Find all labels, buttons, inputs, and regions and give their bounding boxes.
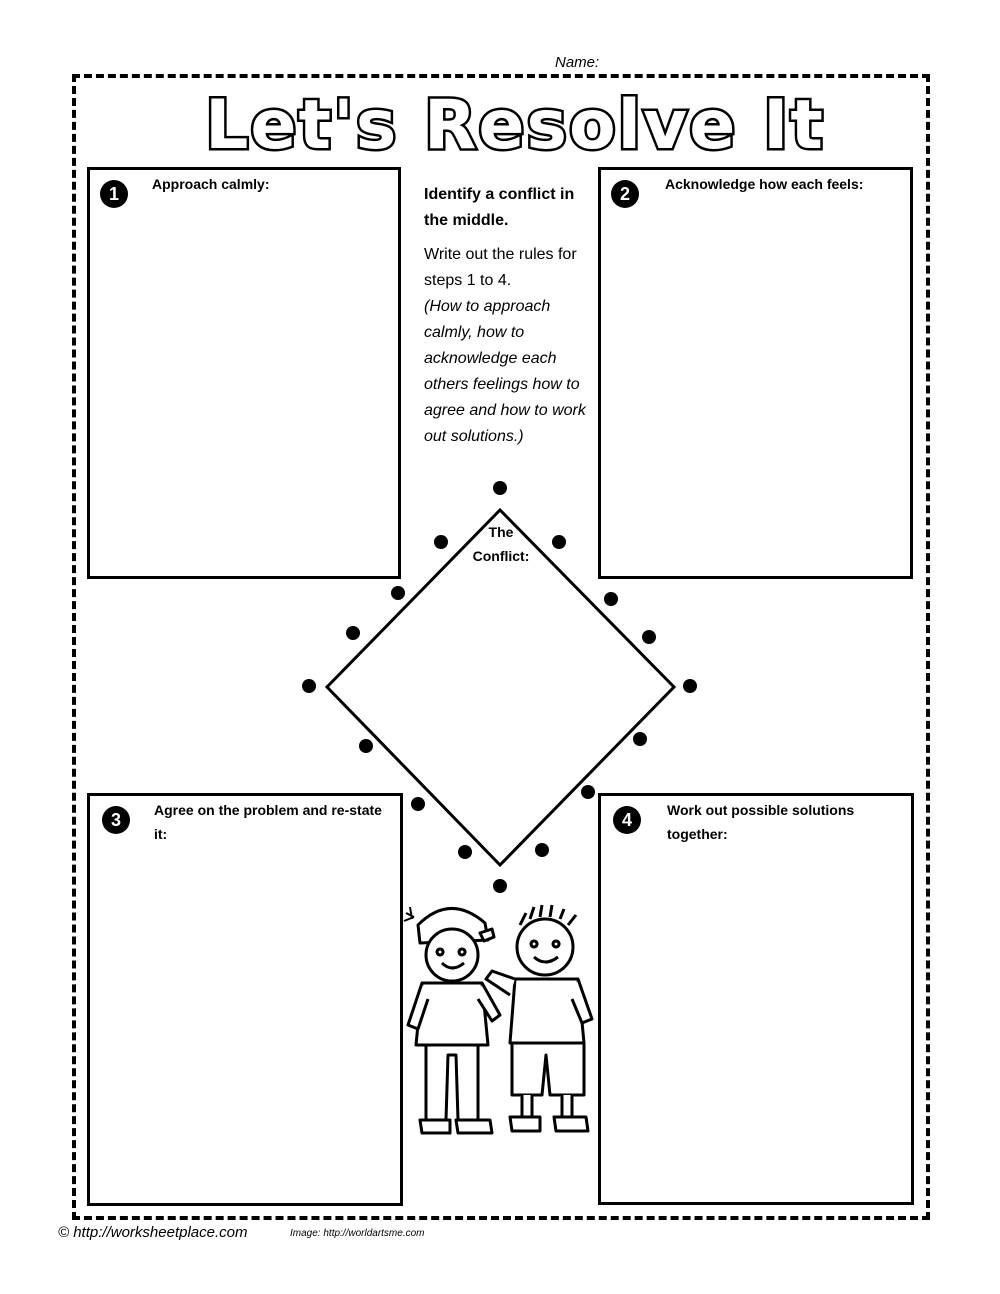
- title-text: Let's Resolve It: [205, 86, 825, 164]
- page-title: [180, 84, 850, 164]
- instructions-line: Write out the rules for steps 1 to 4.: [424, 246, 577, 289]
- step-1-title: Approach calmly:: [152, 176, 270, 192]
- step-2-title: Acknowledge how each feels:: [665, 176, 864, 192]
- step-2-number: 2: [611, 180, 639, 208]
- step-3-number: 3: [102, 806, 130, 834]
- instructions-italic: (How to approach calmly, how to acknowledge each others feelings how to agree and how to work out solutions.): [424, 298, 586, 445]
- instructions-heading: Identify a conflict in the middle.: [424, 186, 575, 229]
- step-4-number: 4: [613, 806, 641, 834]
- step-4-title: Work out possible solutions together:: [667, 802, 855, 842]
- step-1-number: 1: [100, 180, 128, 208]
- name-label: Name:: [555, 54, 600, 71]
- conflict-label: The Conflict:: [472, 524, 530, 564]
- two-kids-illustration-icon: [400, 895, 600, 1145]
- footer-site: © http://worksheetplace.com: [58, 1224, 248, 1241]
- instructions: [424, 182, 589, 450]
- footer-image-credit: Image: http://worldartsme.com: [290, 1228, 425, 1239]
- step-3-title: Agree on the problem and re-state it:: [154, 802, 382, 842]
